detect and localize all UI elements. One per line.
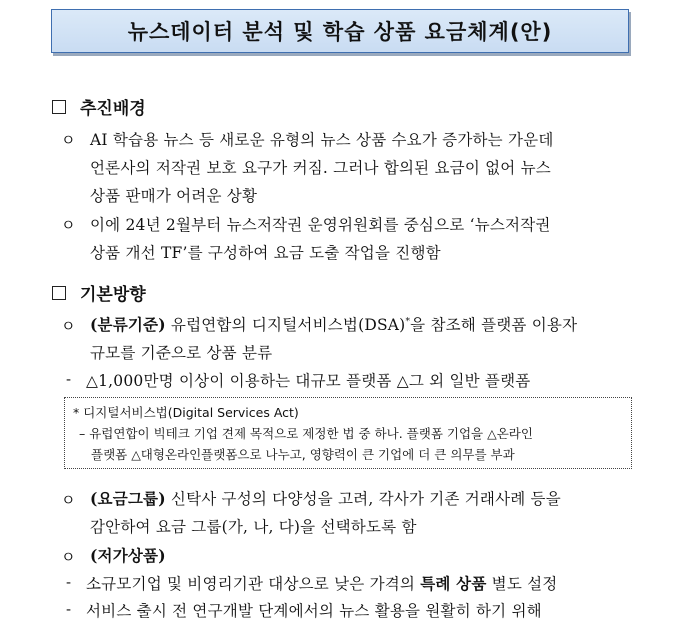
item-text: 신탁사 구성의 다양성을 고려, 각사가 기존 거래사례 등을: [165, 490, 561, 508]
circle-bullet-icon: ㅇ: [61, 216, 76, 234]
dash-bullet: -: [66, 600, 72, 618]
item-label: (분류기준): [90, 315, 166, 334]
paragraph-line: 상품 판매가 어려운 상황: [90, 187, 258, 205]
square-bullet-icon: [52, 100, 66, 114]
paragraph-line: [90, 487, 561, 509]
sub-item-line: [86, 599, 542, 621]
paragraph-line: [90, 313, 577, 335]
circle-bullet-icon: ㅇ: [61, 317, 76, 335]
page-title: 뉴스데이터 분석 및 학습 상품 요금체계(안): [51, 9, 629, 53]
paragraph-line: 감안하여 요금 그룹(가, 나, 다)을 선택하도록 함: [90, 518, 417, 536]
footnote-line: 플랫폼 △대형온라인플랫폼으로 나누고, 영향력이 큰 기업에 더 큰 의무를 부과: [91, 447, 515, 462]
circle-bullet-icon: ㅇ: [61, 548, 76, 566]
paragraph-line: 언론사의 저작권 보호 요구가 커짐. 그러나 합의된 요금이 없어 뉴스: [90, 159, 551, 177]
dash-bullet: -: [66, 370, 72, 388]
paragraph-line: AI 학습용 뉴스 등 새로운 유형의 뉴스 상품 수요가 증가하는 가운데: [90, 131, 554, 149]
section-heading-direction: [52, 280, 146, 305]
footnote-box: [64, 397, 632, 469]
section-heading-background: [52, 94, 146, 119]
paragraph-line: 이에 24년 2월부터 뉴스저작권 운영위원회를 중심으로 ‘뉴스저작권: [90, 216, 551, 234]
paragraph-line: 규모를 기준으로 상품 분류: [90, 344, 273, 362]
footnote-title: * 디지털서비스법(Digital Services Act): [73, 405, 299, 420]
emphasis-text: 특례 상품: [420, 574, 487, 593]
paragraph-line: 상품 개선 TF’를 구성하여 요금 도출 작업을 진행함: [90, 244, 441, 262]
item-text: 서비스 출시 전 연구개발 단계에서의 뉴스 활용을 원활히 하기 위해: [86, 602, 542, 620]
footnote-mark: *: [405, 316, 411, 327]
item-label: (저가상품): [90, 546, 166, 565]
circle-bullet-icon: ㅇ: [61, 131, 76, 149]
sub-item-line: [86, 572, 557, 594]
dash-bullet: -: [66, 573, 72, 591]
item-text: 별도 설정: [486, 575, 558, 593]
section-title: 추진배경: [80, 99, 146, 119]
section-title: 기본방향: [80, 285, 146, 305]
square-bullet-icon: [52, 286, 66, 300]
item-label: (요금그룹): [90, 489, 166, 508]
sub-item-line: △1,000만명 이상이 이용하는 대규모 플랫폼 △그 외 일반 플랫폼: [86, 372, 531, 390]
paragraph-line: [90, 544, 166, 566]
item-text: 유럽연합의 디지털서비스법(DSA): [165, 316, 406, 334]
footnote-line: – 유럽연합이 빅테크 기업 견제 목적으로 제정한 법 중 하나. 플랫폼 기업을 △온라인: [79, 426, 533, 441]
circle-bullet-icon: ㅇ: [61, 491, 76, 509]
item-text: 을 참조해 플랫폼 이용자: [410, 316, 578, 334]
item-text: 소규모기업 및 비영리기관 대상으로 낮은 가격의: [86, 575, 421, 593]
